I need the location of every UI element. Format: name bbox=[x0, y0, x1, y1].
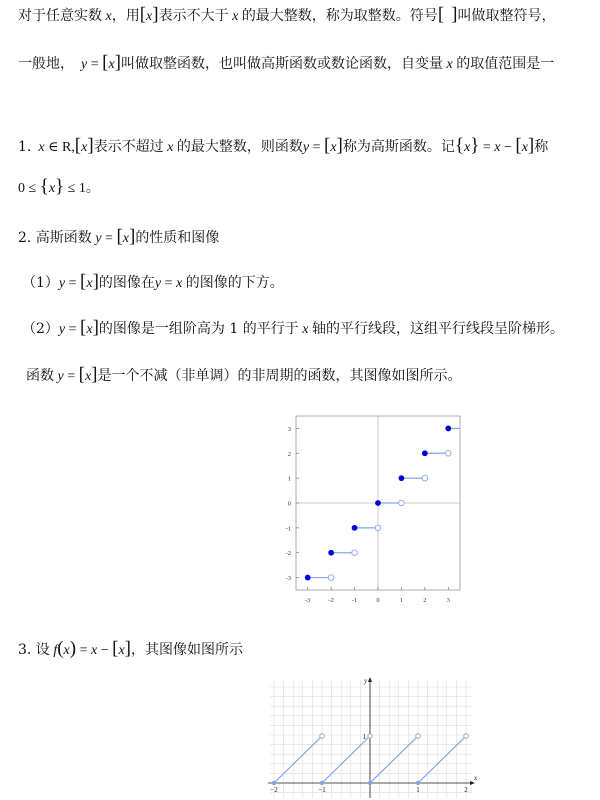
y-tick-label: -1 bbox=[285, 525, 291, 533]
floor-function-chart bbox=[276, 412, 468, 614]
item2-p2-text: 的图像是一组阶高为 1 的平行于 bbox=[98, 321, 299, 337]
math-f-def: f(x) = x − [x] bbox=[53, 638, 131, 659]
math-y-eq-floor-x: y = [x] bbox=[58, 317, 99, 338]
open-endpoint bbox=[375, 525, 381, 531]
item2-heading bbox=[18, 228, 219, 249]
open-endpoint bbox=[445, 450, 451, 456]
x-tick-label: -1 bbox=[351, 597, 358, 604]
math-y-eq-floor-x: y = [x] bbox=[58, 271, 99, 292]
y-tick-label: 3 bbox=[287, 425, 291, 433]
saw-segment bbox=[322, 736, 370, 783]
fractional-part-chart bbox=[262, 674, 482, 800]
math-x-in-R: x ∈ R,[x] bbox=[38, 135, 94, 156]
math-x: x bbox=[163, 140, 177, 155]
math-frac-def: {x} = x − [x] bbox=[454, 135, 535, 156]
x-tick-label: -2 bbox=[328, 597, 334, 604]
saw-segment bbox=[418, 736, 466, 783]
y-tick-label: -3 bbox=[285, 575, 291, 583]
math-x: x bbox=[443, 57, 457, 72]
intro-text: 一般地， bbox=[18, 56, 74, 72]
item2-p3-text: 是一个不减（非单调）的非周期的函数，其图像如图所示。 bbox=[97, 368, 462, 384]
closed-endpoint bbox=[416, 781, 420, 785]
item1-inequality bbox=[18, 178, 100, 199]
closed-endpoint bbox=[445, 426, 451, 432]
x-tick-label: 1 bbox=[416, 786, 420, 794]
y-axis-label: y bbox=[364, 677, 368, 685]
math-floor-x: [x] bbox=[139, 4, 159, 25]
math-x: x bbox=[102, 9, 112, 24]
item2-heading-text: 2. 高斯函数 bbox=[18, 230, 92, 246]
open-endpoint bbox=[416, 734, 420, 738]
intro-text: ，用 bbox=[111, 8, 140, 24]
item1-text: 表示不超过 bbox=[93, 139, 164, 155]
item1-end: 。 bbox=[85, 180, 100, 196]
open-endpoint bbox=[399, 500, 405, 506]
open-endpoint bbox=[352, 550, 358, 556]
x-tick-label: 3 bbox=[446, 597, 450, 604]
item2-p1-text: 的图像在 bbox=[98, 275, 155, 291]
item2-heading-text: 的性质和图像 bbox=[135, 230, 220, 246]
x-tick-label: -3 bbox=[305, 597, 311, 604]
math-x: x bbox=[228, 9, 242, 24]
x-tick-label: 1 bbox=[399, 597, 404, 604]
open-endpoint bbox=[368, 734, 372, 738]
x-axis-label: x bbox=[474, 774, 478, 782]
x-tick-label: 2 bbox=[464, 786, 468, 794]
item2-point-1 bbox=[22, 273, 284, 294]
math-y-eq-floor-x: y = [x] bbox=[81, 52, 121, 73]
open-endpoint bbox=[320, 734, 324, 738]
saw-segment bbox=[274, 736, 322, 783]
open-endpoint bbox=[464, 734, 468, 738]
x-tick-label: 0 bbox=[376, 597, 380, 604]
closed-endpoint bbox=[328, 550, 334, 556]
item1-number: 1. bbox=[18, 139, 32, 155]
intro-text: 对于任意实数 bbox=[18, 8, 102, 24]
item1-line bbox=[18, 137, 548, 158]
item2-p2-text: 轴的平行线段，这组平行线段呈阶梯形。 bbox=[311, 321, 564, 337]
closed-endpoint bbox=[375, 500, 381, 506]
math-x: x bbox=[298, 322, 312, 337]
closed-endpoint bbox=[422, 450, 428, 456]
closed-endpoint bbox=[272, 781, 276, 785]
y-axis-arrow bbox=[368, 677, 372, 682]
intro-line-2 bbox=[18, 54, 554, 75]
y-tick-label: 1 bbox=[287, 475, 291, 483]
item3-heading bbox=[18, 640, 243, 661]
open-endpoint bbox=[422, 475, 428, 481]
item3-heading-text: ，其图像如图所示 bbox=[130, 642, 243, 658]
intro-text: 的取值范围是一 bbox=[456, 56, 555, 72]
y-tick-label: 2 bbox=[287, 450, 291, 458]
item3-heading-text: 3. 设 bbox=[18, 642, 50, 658]
closed-endpoint bbox=[305, 575, 311, 581]
math-frac-range: 0 ≤ {x} ≤ 1 bbox=[18, 176, 86, 197]
y-tick-label: 1 bbox=[362, 733, 366, 741]
math-brackets: [ ] bbox=[437, 4, 458, 25]
math-y-eq-floor-x: y = [x] bbox=[95, 226, 136, 247]
closed-endpoint bbox=[320, 781, 324, 785]
item2-p1-text: 的图像的下方。 bbox=[185, 275, 284, 291]
intro-text: 的最大整数，称为取整数。符号 bbox=[241, 8, 438, 24]
intro-line-1 bbox=[18, 6, 555, 27]
y-tick-label: 0 bbox=[287, 500, 291, 508]
x-tick-label: −1 bbox=[318, 786, 326, 794]
saw-segment bbox=[370, 736, 418, 783]
closed-endpoint bbox=[399, 475, 405, 481]
item2-p1-num: （1） bbox=[22, 275, 59, 291]
item2-p2-num: （2） bbox=[22, 321, 59, 337]
item1-text: 称为高斯函数。记 bbox=[342, 139, 455, 155]
intro-text: 叫做取整符号， bbox=[457, 8, 556, 24]
math-y-eq-floor-x: y = [x] bbox=[302, 135, 343, 156]
open-endpoint bbox=[328, 575, 334, 581]
item2-p3-text: 函数 bbox=[26, 368, 54, 384]
x-tick-label: 2 bbox=[423, 597, 427, 604]
closed-endpoint bbox=[368, 781, 372, 785]
math-y-eq-x: y = x bbox=[154, 276, 183, 291]
item2-point-2 bbox=[22, 319, 564, 340]
closed-endpoint bbox=[352, 525, 358, 531]
y-tick-label: -2 bbox=[285, 550, 291, 558]
x-tick-label: −2 bbox=[270, 786, 278, 794]
item2-point-3 bbox=[26, 366, 462, 387]
item1-text: 的最大整数，则函数 bbox=[176, 139, 303, 155]
math-y-eq-floor-x: y = [x] bbox=[57, 364, 98, 385]
intro-text: 表示不大于 bbox=[158, 8, 229, 24]
intro-text: 叫做取整函数，也叫做高斯函数或数论函数，自变量 bbox=[121, 56, 443, 72]
item1-text: 称 bbox=[534, 139, 549, 155]
